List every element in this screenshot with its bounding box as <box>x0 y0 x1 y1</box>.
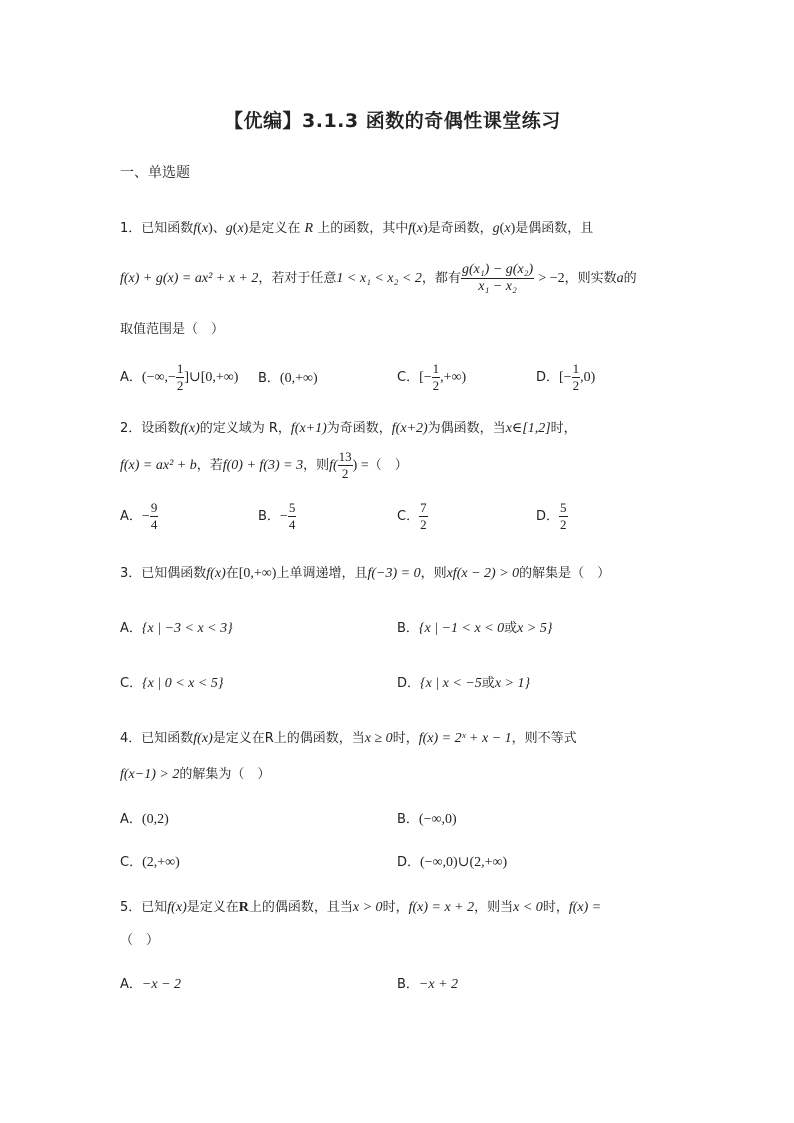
sign: − <box>141 509 150 524</box>
sign: − <box>279 509 288 524</box>
option-label: B． <box>397 621 419 636</box>
option-text: {x | −3 < x < 3} <box>141 621 233 636</box>
text: 是偶函数，且 <box>515 221 594 236</box>
option-a <box>120 500 158 533</box>
fraction-denominator: 2 <box>341 466 349 481</box>
option-label: A． <box>120 977 142 992</box>
option-b <box>397 617 552 637</box>
option-text: −x + 2 <box>418 977 459 992</box>
math-fx2: f(x+2) <box>391 421 428 436</box>
math-domain: x∈[1,2] <box>505 421 551 436</box>
option-text: (0,+∞) <box>279 371 318 386</box>
text: ，则 <box>420 566 447 581</box>
question-number: 3． <box>120 566 142 581</box>
text: 时， <box>550 421 577 436</box>
option-d <box>536 361 595 394</box>
question-1-line-1: 1．已知函数f(x)、g(x)是定义在 R 上的函数，其中f(x)是奇函数，g(x)是偶函数，且 <box>120 221 594 236</box>
fraction <box>432 361 441 394</box>
option-text: 或 <box>504 621 518 636</box>
page-title: 【优编】3.1.3 函数的奇偶性课堂练习 <box>224 110 561 132</box>
question-5-line-1 <box>120 896 601 916</box>
fraction-numerator: 9 <box>150 500 158 515</box>
question-4-line-1 <box>120 727 577 747</box>
option-d <box>397 851 507 871</box>
fraction-numerator: 1 <box>176 361 184 376</box>
fraction-denominator: x₁ − x₂ <box>478 279 517 294</box>
option-text: x > 5} <box>517 621 553 636</box>
option-text: (−∞,0)∪(2,+∞) <box>420 855 508 870</box>
option-text: {x | x < −5 <box>420 676 482 691</box>
option-label: A． <box>120 509 142 524</box>
text: 时， <box>382 900 409 915</box>
option-label: B． <box>397 977 419 992</box>
option-text: (−∞,0) <box>418 812 457 827</box>
fraction-numerator: 7 <box>420 500 427 515</box>
text: ，则不等式 <box>511 731 577 746</box>
fraction-numerator: 5 <box>288 500 296 515</box>
question-4-line-2 <box>120 763 270 783</box>
option-text: {x | 0 < x < 5} <box>142 676 224 691</box>
math-x: x <box>237 221 244 236</box>
math-f: f <box>193 221 198 236</box>
fraction <box>461 262 534 295</box>
text: 在 <box>225 566 239 581</box>
math-equation: f(x) + g(x) = ax² + x + 2 <box>120 271 259 286</box>
text: 时， <box>392 731 419 746</box>
math-x: x <box>416 221 423 236</box>
option-label: B． <box>258 509 280 524</box>
option-text: ,0) <box>580 370 596 385</box>
option-a <box>120 808 169 828</box>
option-text: −x − 2 <box>141 977 182 992</box>
text: ，若 <box>196 458 223 473</box>
math-condition: 1 < x₁ < x₂ < 2 <box>336 271 422 286</box>
text: 的 <box>623 271 637 286</box>
option-c <box>397 361 466 394</box>
text: 已知函数 <box>141 731 194 746</box>
math-fx: f(x) <box>193 731 213 746</box>
math-R: R <box>238 900 249 915</box>
text: 上单调递增，且 <box>276 566 368 581</box>
text: 的解集是（ ） <box>519 566 611 581</box>
option-label: B． <box>258 371 280 386</box>
option-label: D． <box>397 855 421 870</box>
option-label: B． <box>397 812 419 827</box>
math-g: g <box>492 221 500 236</box>
math-equation: f(x) = x + 2 <box>408 900 475 915</box>
option-label: C． <box>397 509 420 524</box>
math-fx1: f(x+1) <box>290 421 327 436</box>
option-b <box>258 367 318 387</box>
math-inequality: > −2 <box>538 271 565 286</box>
option-a <box>120 617 233 637</box>
text: 设函数 <box>141 421 181 436</box>
math-equation: f(x) = ax² + b <box>120 458 197 473</box>
math-fx: f(x) <box>167 900 187 915</box>
math-equation: f(x) = 2ˣ + x − 1 <box>418 731 512 746</box>
option-a <box>120 361 238 394</box>
math-inequality: f(x−1) > 2 <box>120 767 180 782</box>
option-a <box>120 973 181 993</box>
fraction <box>419 500 428 533</box>
section-heading: 一、单选题 <box>120 165 190 181</box>
text: 时， <box>542 900 569 915</box>
option-text: x > 1} <box>494 676 531 691</box>
math-condition: x < 0 <box>513 900 543 915</box>
fraction-denominator: 4 <box>150 517 158 532</box>
text: 是定义在 <box>186 900 239 915</box>
fraction-numerator: 1 <box>432 361 440 376</box>
math-condition: x ≥ 0 <box>364 731 393 746</box>
fraction <box>559 500 568 533</box>
text: 已知 <box>141 900 168 915</box>
option-d <box>397 672 530 692</box>
option-c <box>397 500 428 533</box>
math-R: R <box>304 221 314 236</box>
text: 已知偶函数 <box>141 566 207 581</box>
fraction-denominator: 4 <box>288 517 296 532</box>
option-label: A． <box>120 812 142 827</box>
fraction-denominator: 2 <box>560 517 567 532</box>
math-fx: f(x) <box>180 421 200 436</box>
math-f: f <box>408 221 413 236</box>
option-b <box>397 808 457 828</box>
option-c <box>120 672 223 692</box>
option-label: C． <box>120 676 143 691</box>
fraction-numerator: 5 <box>560 500 567 515</box>
question-2-line-1 <box>120 417 577 437</box>
option-text: (2,+∞) <box>142 855 180 870</box>
math-condition: f(−3) = 0 <box>367 566 421 581</box>
option-label: A． <box>120 370 142 385</box>
option-text: 或 <box>481 676 495 691</box>
math-x: x <box>504 221 511 236</box>
option-text: [− <box>419 370 432 385</box>
text: 的定义域为 R， <box>199 421 291 436</box>
fraction-numerator: 1 <box>572 361 580 376</box>
option-text: [− <box>559 370 572 385</box>
math-condition: f(0) + f(3) = 3 <box>222 458 304 473</box>
math-x: x <box>201 221 209 236</box>
text: 的解集为（ ） <box>179 767 271 782</box>
text: 上的函数，其中 <box>317 221 409 236</box>
question-number: 4． <box>120 731 142 746</box>
math-fx: f(x) <box>206 566 226 581</box>
question-3-line-1 <box>120 562 610 582</box>
option-text: (−∞,− <box>141 370 176 385</box>
text: 是定义在R上的偶函数，当 <box>212 731 365 746</box>
option-b <box>258 500 296 533</box>
text: 是定义在 <box>248 221 301 236</box>
text: 是奇函数， <box>427 221 493 236</box>
question-1-line-2 <box>120 262 637 295</box>
math-inequality: xf(x − 2) > 0 <box>446 566 520 581</box>
option-label: D． <box>536 370 560 385</box>
option-d <box>536 500 568 533</box>
math-condition: x > 0 <box>352 900 383 915</box>
question-number: 1． <box>120 221 142 236</box>
text: 为奇函数， <box>326 421 392 436</box>
text: 上的偶函数，且当 <box>248 900 353 915</box>
option-text: (0,2) <box>141 812 169 827</box>
text: ，则当 <box>474 900 514 915</box>
question-2-line-2 <box>120 449 408 482</box>
math-ask: ) = <box>352 458 369 473</box>
text: ，都有 <box>421 271 461 286</box>
fraction <box>288 500 297 533</box>
option-text: ,+∞) <box>440 370 467 385</box>
question-number: 5． <box>120 900 142 915</box>
option-text: ]∪[0,+∞) <box>184 370 239 385</box>
text: 为偶函数，当 <box>427 421 506 436</box>
option-label: A． <box>120 621 142 636</box>
fraction <box>338 449 353 482</box>
fraction-numerator: g(x₁) − g(x₂) <box>461 262 534 277</box>
text: （ ） <box>368 458 408 473</box>
question-5-line-2: （ ） <box>120 933 160 948</box>
fraction <box>150 500 159 533</box>
fraction <box>572 361 581 394</box>
text: ，则实数 <box>564 271 617 286</box>
option-label: D． <box>536 509 560 524</box>
math-ask: f(x) = <box>568 900 602 915</box>
fraction-denominator: 2 <box>420 517 427 532</box>
fraction-denominator: 2 <box>432 378 440 393</box>
fraction-numerator: 13 <box>338 449 352 464</box>
question-1-line-3: 取值范围是（ ） <box>120 322 225 337</box>
math-g: g <box>225 221 233 236</box>
text: 已知函数 <box>141 221 194 236</box>
option-label: C． <box>120 855 143 870</box>
math-ask: f( <box>329 458 338 473</box>
option-text: {x | −1 < x < 0 <box>418 621 505 636</box>
text: ，若对于任意 <box>258 271 337 286</box>
option-label: C． <box>397 370 420 385</box>
option-b <box>397 973 458 993</box>
text: 、 <box>212 221 226 236</box>
fraction-denominator: 2 <box>572 378 580 393</box>
option-c <box>120 851 180 871</box>
text: ，则 <box>303 458 330 473</box>
question-number: 2． <box>120 421 142 436</box>
math-interval: [0,+∞) <box>238 566 277 581</box>
fraction-denominator: 2 <box>176 378 184 393</box>
option-label: D． <box>397 676 421 691</box>
math-a: a <box>616 271 624 286</box>
